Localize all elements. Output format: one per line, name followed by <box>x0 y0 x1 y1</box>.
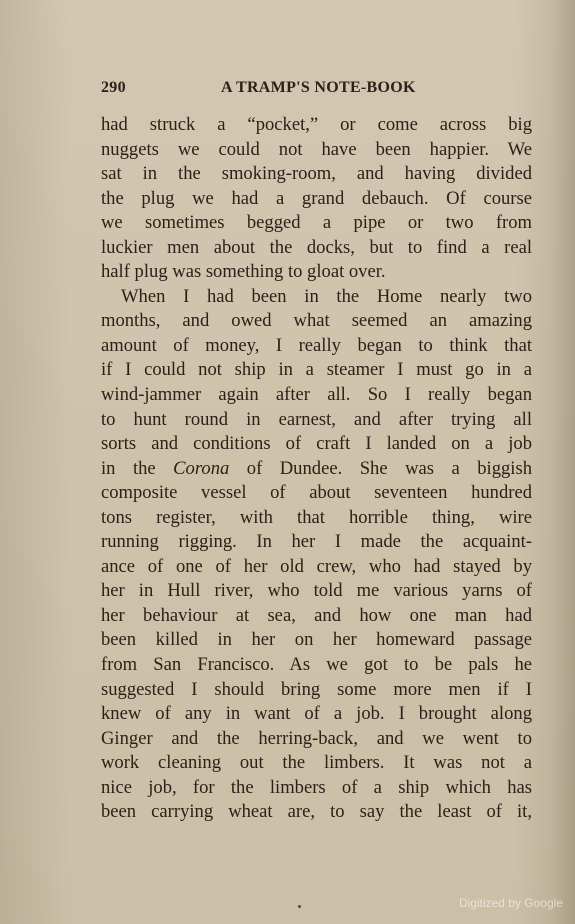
text-line: nuggets we could not have been happier. We <box>101 138 532 160</box>
text-line: been carrying wheat are, to say the least of it, <box>101 801 532 823</box>
body-text <box>101 113 532 825</box>
text-line: to hunt round in earnest, and after trying all <box>101 408 532 430</box>
running-head-title: A TRAMP'S NOTE-BOOK <box>221 79 416 96</box>
text-line: had struck a “pocket,” or come across big <box>101 114 532 135</box>
paragraph-start-line: When I had been in the Home nearly two <box>121 285 532 307</box>
paragraph-end-line: half plug was something to gloat over. <box>101 261 386 283</box>
text-line: knew of any in want of a job. I brought along <box>101 703 532 725</box>
text-line: work cleaning out the limbers. It was not a <box>101 752 532 774</box>
text-line: the plug we had a grand debauch. Of course <box>101 187 532 209</box>
page-number: 290 <box>101 79 126 96</box>
line-text-after: of Dundee. She was a biggish <box>229 457 532 479</box>
text-line: sat in the smoking-room, and having divided <box>101 163 532 185</box>
text-line: composite vessel of about seventeen hundred <box>101 482 532 504</box>
text-line: tons register, with that horrible thing, wire <box>101 506 532 528</box>
text-line: months, and owed what seemed an amazing <box>101 310 532 332</box>
text-line: luckier men about the docks, but to find a real <box>101 236 532 258</box>
text-line-with-ship-name <box>101 457 532 482</box>
text-line: Ginger and the herring-back, and we went to <box>101 727 532 749</box>
text-line: wind-jammer again after all. So I really began <box>101 384 532 406</box>
text-line: suggested I should bring some more men if I <box>101 678 532 700</box>
text-line: running rigging. In her I made the acquaint- <box>101 531 532 553</box>
text-line: if I could not ship in a steamer I must go in a <box>101 359 532 381</box>
running-head <box>101 79 532 101</box>
text-line: ance of one of her old crew, who had stayed by <box>101 555 532 577</box>
text-line: nice job, for the limbers of a ship which has <box>101 776 532 798</box>
text-line: been killed in her on her homeward passage <box>101 629 532 651</box>
text-line: her behaviour at sea, and how one man had <box>101 604 532 626</box>
text-line: her in Hull river, who told me various yarns of <box>101 580 532 602</box>
text-line: we sometimes begged a pipe or two from <box>101 212 532 234</box>
text-line: amount of money, I really began to think that <box>101 334 532 356</box>
text-line: from San Francisco. As we got to be pals he <box>101 654 532 676</box>
line-text-before: in the <box>101 457 174 479</box>
footer-dot <box>298 905 301 908</box>
digitization-watermark: Digitized by Google <box>458 896 563 910</box>
ship-name-italic: Corona <box>173 457 230 479</box>
text-line: sorts and conditions of craft I landed on a job <box>101 433 532 455</box>
